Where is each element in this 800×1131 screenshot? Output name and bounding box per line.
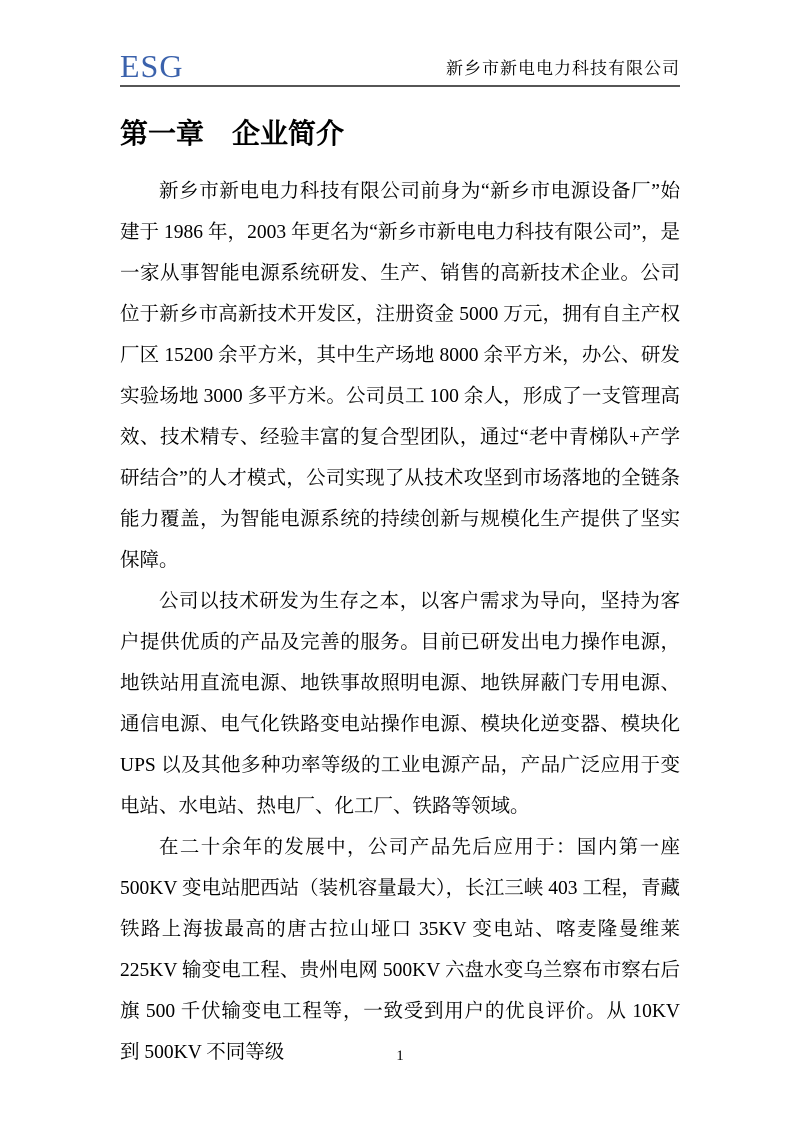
esg-logo: ESG [120,48,184,84]
page-header [120,48,680,87]
paragraph-applications: 在二十余年的发展中，公司产品先后应用于：国内第一座 500KV 变电站肥西站（装机容量最大），长江三峡 403 工程，青藏铁路上海拔最高的唐古拉山垭口 35KV 变电站、喀麦隆曼维莱 225KV 输变电工程、贵州电网 500KV 六盘水变乌兰察布市察右后旗 500 千伏输变电工程等，一致受到用户的优良评价。从 10KV 到 500KV 不同等级 [120,837,680,1063]
paragraph-company-history: 新乡市新电电力科技有限公司前身为“新乡市电源设备厂”始建于 1986 年，2003 年更名为“新乡市新电电力科技有限公司”，是一家从事智能电源系统研发、生产、销售的高新技术企业。公司位于新乡市高新技术开发区，注册资金 5000 万元，拥有自主产权厂区 15200 余平方米，其中生产场地 8000 余平方米，办公、研发实验场地 3000 多平方米。公司员工 100 余人，形成了一支管理高效、技术精专、经验丰富的复合型团队，通过“老中青梯队+产学研结合”的人才模式，公司实现了从技术攻坚到市场落地的全链条能力覆盖，为智能电源系统的持续创新与规模化生产提供了坚实保障。 [120,181,680,571]
page-footer [0,1048,800,1065]
paragraph-products: 公司以技术研发为生存之本，以客户需求为导向，坚持为客户提供优质的产品及完善的服务。目前已研发出电力操作电源，地铁站用直流电源、地铁事故照明电源、地铁屏蔽门专用电源、通信电源、电气化铁路变电站操作电源、模块化逆变器、模块化 UPS 以及其他多种功率等级的工业电源产品，产品广泛应用于变电站、水电站、热电厂、化工厂、铁路等领域。 [120,591,680,817]
document-body [120,171,680,1073]
header-company-name: 新乡市新电电力科技有限公司 [446,59,680,78]
page-number: 1 [396,1048,404,1064]
chapter-title: 第一章 企业简介 [120,118,345,149]
